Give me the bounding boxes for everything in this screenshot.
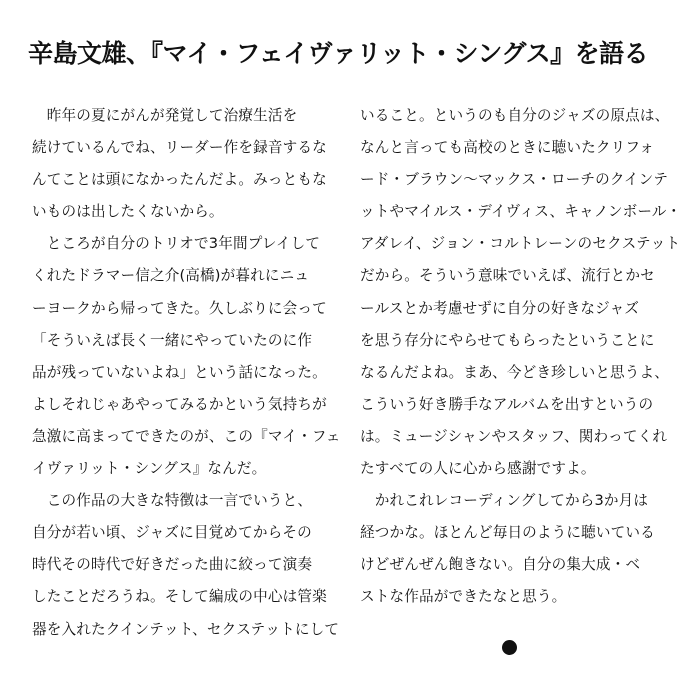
text-line: ストな作品ができたなと思う。	[360, 588, 567, 606]
text-line: したことだろうね。そして編成の中心は管楽	[32, 588, 327, 606]
text-line: ーヨークから帰ってきた。久しぶりに会って	[32, 299, 327, 317]
text-line: この作品の大きな特徴は一言でいうと、	[32, 492, 313, 510]
text-line: よしそれじゃあやってみるかという気持ちが	[32, 395, 327, 413]
text-line: アダレイ、ジョン・コルトレーンのセクステット	[360, 235, 681, 253]
text-line: 器を入れたクインテット、セクステットにして	[32, 620, 340, 638]
text-line: 続けているんでね、リーダー作を録音するな	[32, 139, 327, 157]
text-line: 昨年の夏にがんが発覚して治療生活を	[32, 107, 298, 124]
text-line: ールスとか考慮せずに自分の好きなジャズ	[360, 299, 640, 317]
text-line: 自分が若い頃、ジャズに目覚めてからその	[32, 524, 312, 542]
text-line: ところが自分のトリオで3年間プレイして	[32, 235, 321, 253]
text-line: 「そういえば長く一緒にやっていたのに作	[32, 331, 313, 349]
text-line: たすべての人に心から感謝ですよ。	[360, 460, 596, 478]
left-text-column	[32, 100, 341, 646]
text-line: いものは出したくないから。	[32, 203, 224, 221]
text-line: 急激に高まってできたのが、この『マイ・フェ	[32, 427, 341, 445]
text-line: いること。というのも自分のジャズの原点は、	[360, 107, 670, 124]
text-line: 時代その時代で好きだった曲に絞って演奏	[32, 556, 313, 574]
right-text-column	[360, 100, 682, 614]
text-line: イヴァリット・シングス』なんだ。	[32, 460, 267, 478]
text-line: を思う存分にやらせてもらったということに	[360, 331, 655, 349]
text-line: 品が残っていないよね」という話になった。	[32, 363, 327, 381]
text-line: んてことは頭になかったんだよ。みっともな	[32, 171, 327, 189]
text-line: くれたドラマー信之介(高橋)が暮れにニュ	[32, 267, 310, 285]
text-line: こういう好き勝手なアルバムを出すというの	[360, 395, 654, 413]
text-line: けどぜんぜん飽きない。自分の集大成・ベ	[360, 556, 641, 574]
text-line: だから。そういう意味でいえば、流行とかセ	[360, 267, 655, 285]
text-line: かれこれレコーディングしてから3か月は	[360, 492, 649, 510]
end-mark-icon	[502, 640, 517, 655]
text-line: ード・ブラウン〜マックス・ローチのクインテ	[360, 171, 669, 189]
text-line: なるんだよね。まあ、今どき珍しいと思うよ、	[360, 363, 670, 381]
text-line: ットやマイルス・デイヴィス、キャノンボール・	[360, 203, 682, 221]
text-line: は。ミュージシャンやスタッフ、関わってくれ	[360, 427, 668, 445]
text-line: 経つかな。ほとんど毎日のように聴いている	[360, 524, 655, 542]
text-line: なんと言っても高校のときに聴いたクリフォ	[360, 139, 655, 157]
article-title: 辛島文雄、『マイ・フェイヴァリット・シングス』を語る	[28, 39, 649, 68]
